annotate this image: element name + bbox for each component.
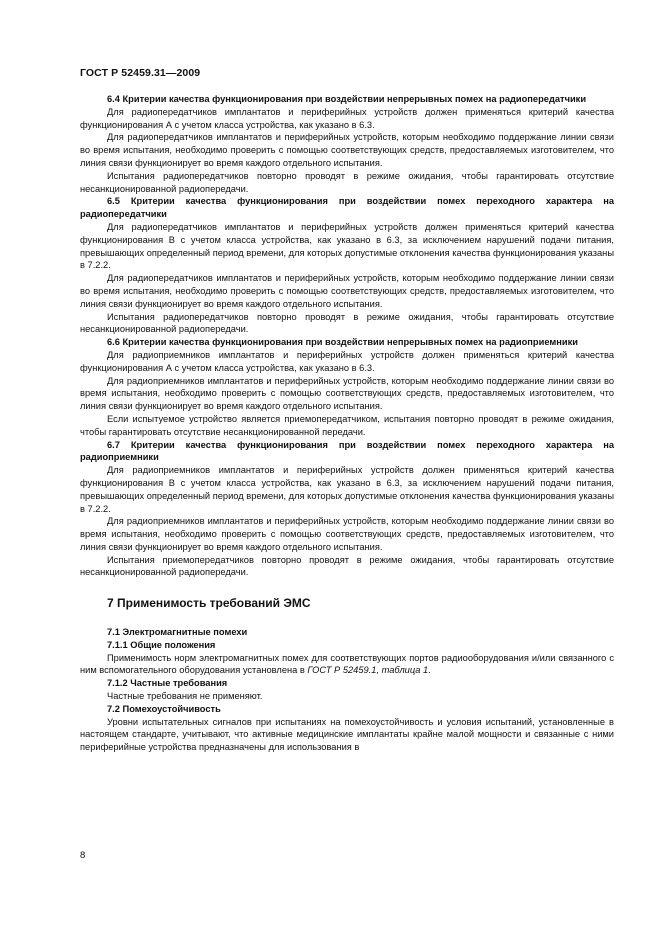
paragraph: Испытания приемопередатчиков повторно проводят в режиме ожидания, чтобы гарантировать отсутствие несанкционированной радиопередачи. — [80, 554, 614, 578]
document-body — [80, 93, 614, 754]
paragraph: Для радиопередатчиков имплантатов и периферийных устройств должен применяться критерий качества функционирования В с учетом класса устройства, как указано в 6.3, за исключением нарушений подачи питания, превышающих определенный период времени, для которых допустимые отклонения качества функционирования указаны в 7.2.2. — [80, 221, 614, 271]
chapter-7-heading: 7 Применимость требований ЭМС — [107, 596, 311, 611]
paragraph-text: Применимость норм электромагнитных помех для соответствующих портов радиооборудования и/или связанного с ним вспомогательного оборудования установлена в — [80, 652, 614, 676]
section-7-1-2-heading: 7.1.2 Частные требования — [107, 678, 228, 689]
standard-reference: ГОСТ Р 52459.1, таблица 1 — [307, 665, 429, 676]
paragraph: Испытания радиопередатчиков повторно проводят в режиме ожидания, чтобы гарантировать отсутствие несанкционированной радиопередачи. — [80, 170, 614, 194]
paragraph: Для радиоприемников имплантатов и периферийных устройств, которым необходимо поддержание линии связи во время испытания, необходимо проверить с помощью соответствующих средств, предоставляемых изготовителем, что линия связи функционирует во время каждого отдельного испытания. — [80, 375, 614, 412]
section-6-7-heading: 6.7 Критерии качества функционирования при воздействии помех переходного характера на радиоприемники — [80, 439, 614, 463]
section-6-5-heading: 6.5 Критерии качества функционирования при воздействии помех переходного характера на радиопередатчики — [80, 196, 614, 220]
document-header: ГОСТ Р 52459.31—2009 — [80, 67, 201, 79]
paragraph: Для радиоприемников имплантатов и периферийных устройств должен применяться критерий качества функционирования А с учетом класса устройства, как указано в 6.3. — [80, 349, 614, 373]
page-number: 8 — [80, 850, 86, 861]
section-6-6-heading: 6.6 Критерии качества функционирования при воздействии непрерывных помех на радиоприемники — [107, 337, 578, 348]
paragraph: Для радиопередатчиков имплантатов и периферийных устройств должен применяться критерий качества функционирования А с учетом класса устройства, как указано в 6.3. — [80, 106, 614, 130]
section-7-1-1-heading: 7.1.1 Общие положения — [107, 639, 216, 650]
paragraph: Испытания радиопередатчиков повторно проводят в режиме ожидания, чтобы гарантировать отсутствие несанкционированной радиопередачи. — [80, 311, 614, 335]
paragraph: Для радиоприемников имплантатов и периферийных устройств, которым необходимо поддержание линии связи во время испытания, необходимо проверить с помощью соответствующих средств, предоставляемых изготовителем, что линия связи функционирует во время каждого отдельного испытания. — [80, 516, 614, 552]
section-7-2-heading: 7.2 Помехоустойчивость — [107, 703, 221, 714]
paragraph: Для радиоприемников имплантатов и периферийных устройств должен применяться критерий качества функционирования В с учетом класса устройства, как указано в 6.3, за исключением нарушений подачи питания, превышающих определенный период времени, для которых допустимые отклонения качества функционирования указаны в 7.2.2. — [80, 465, 614, 514]
paragraph: Если испытуемое устройство является приемопередатчиком, испытания повторно проводят в режиме ожидания, чтобы гарантировать отсутствие несанкционированной передачи. — [80, 413, 614, 437]
section-7-1-heading: 7.1 Электромагнитные помехи — [107, 627, 248, 638]
paragraph: Частные требования не применяют. — [107, 691, 263, 702]
paragraph — [80, 652, 614, 678]
paragraph: Для радиопередатчиков имплантатов и периферийных устройств, которым необходимо поддержание линии связи во время испытания, необходимо проверить с помощью соответствующих средств, предоставляемых изготовителем, что линия связи функционирует во время каждого отдельного испытания. — [80, 132, 614, 168]
paragraph: Для радиопередатчиков имплантатов и периферийных устройств, которым необходимо поддержание линии связи во время испытания, необходимо проверить с помощью соответствующих средств, предоставляемых изготовителем, что линия связи функционирует во время каждого отдельного испытания. — [80, 273, 614, 309]
paragraph-end: . — [428, 665, 431, 676]
paragraph: Уровни испытательных сигналов при испытаниях на помехоустойчивость и условия испытаний, установленные в настоящем стандарте, учитывают, что активные медицинские имплантаты крайне малой мощности и связанные с ними периферийные устройства предназначены для использования в — [80, 716, 614, 753]
section-6-4-heading: 6.4 Критерии качества функционирования при воздействии непрерывных помех на радиопередатчики — [107, 94, 587, 104]
